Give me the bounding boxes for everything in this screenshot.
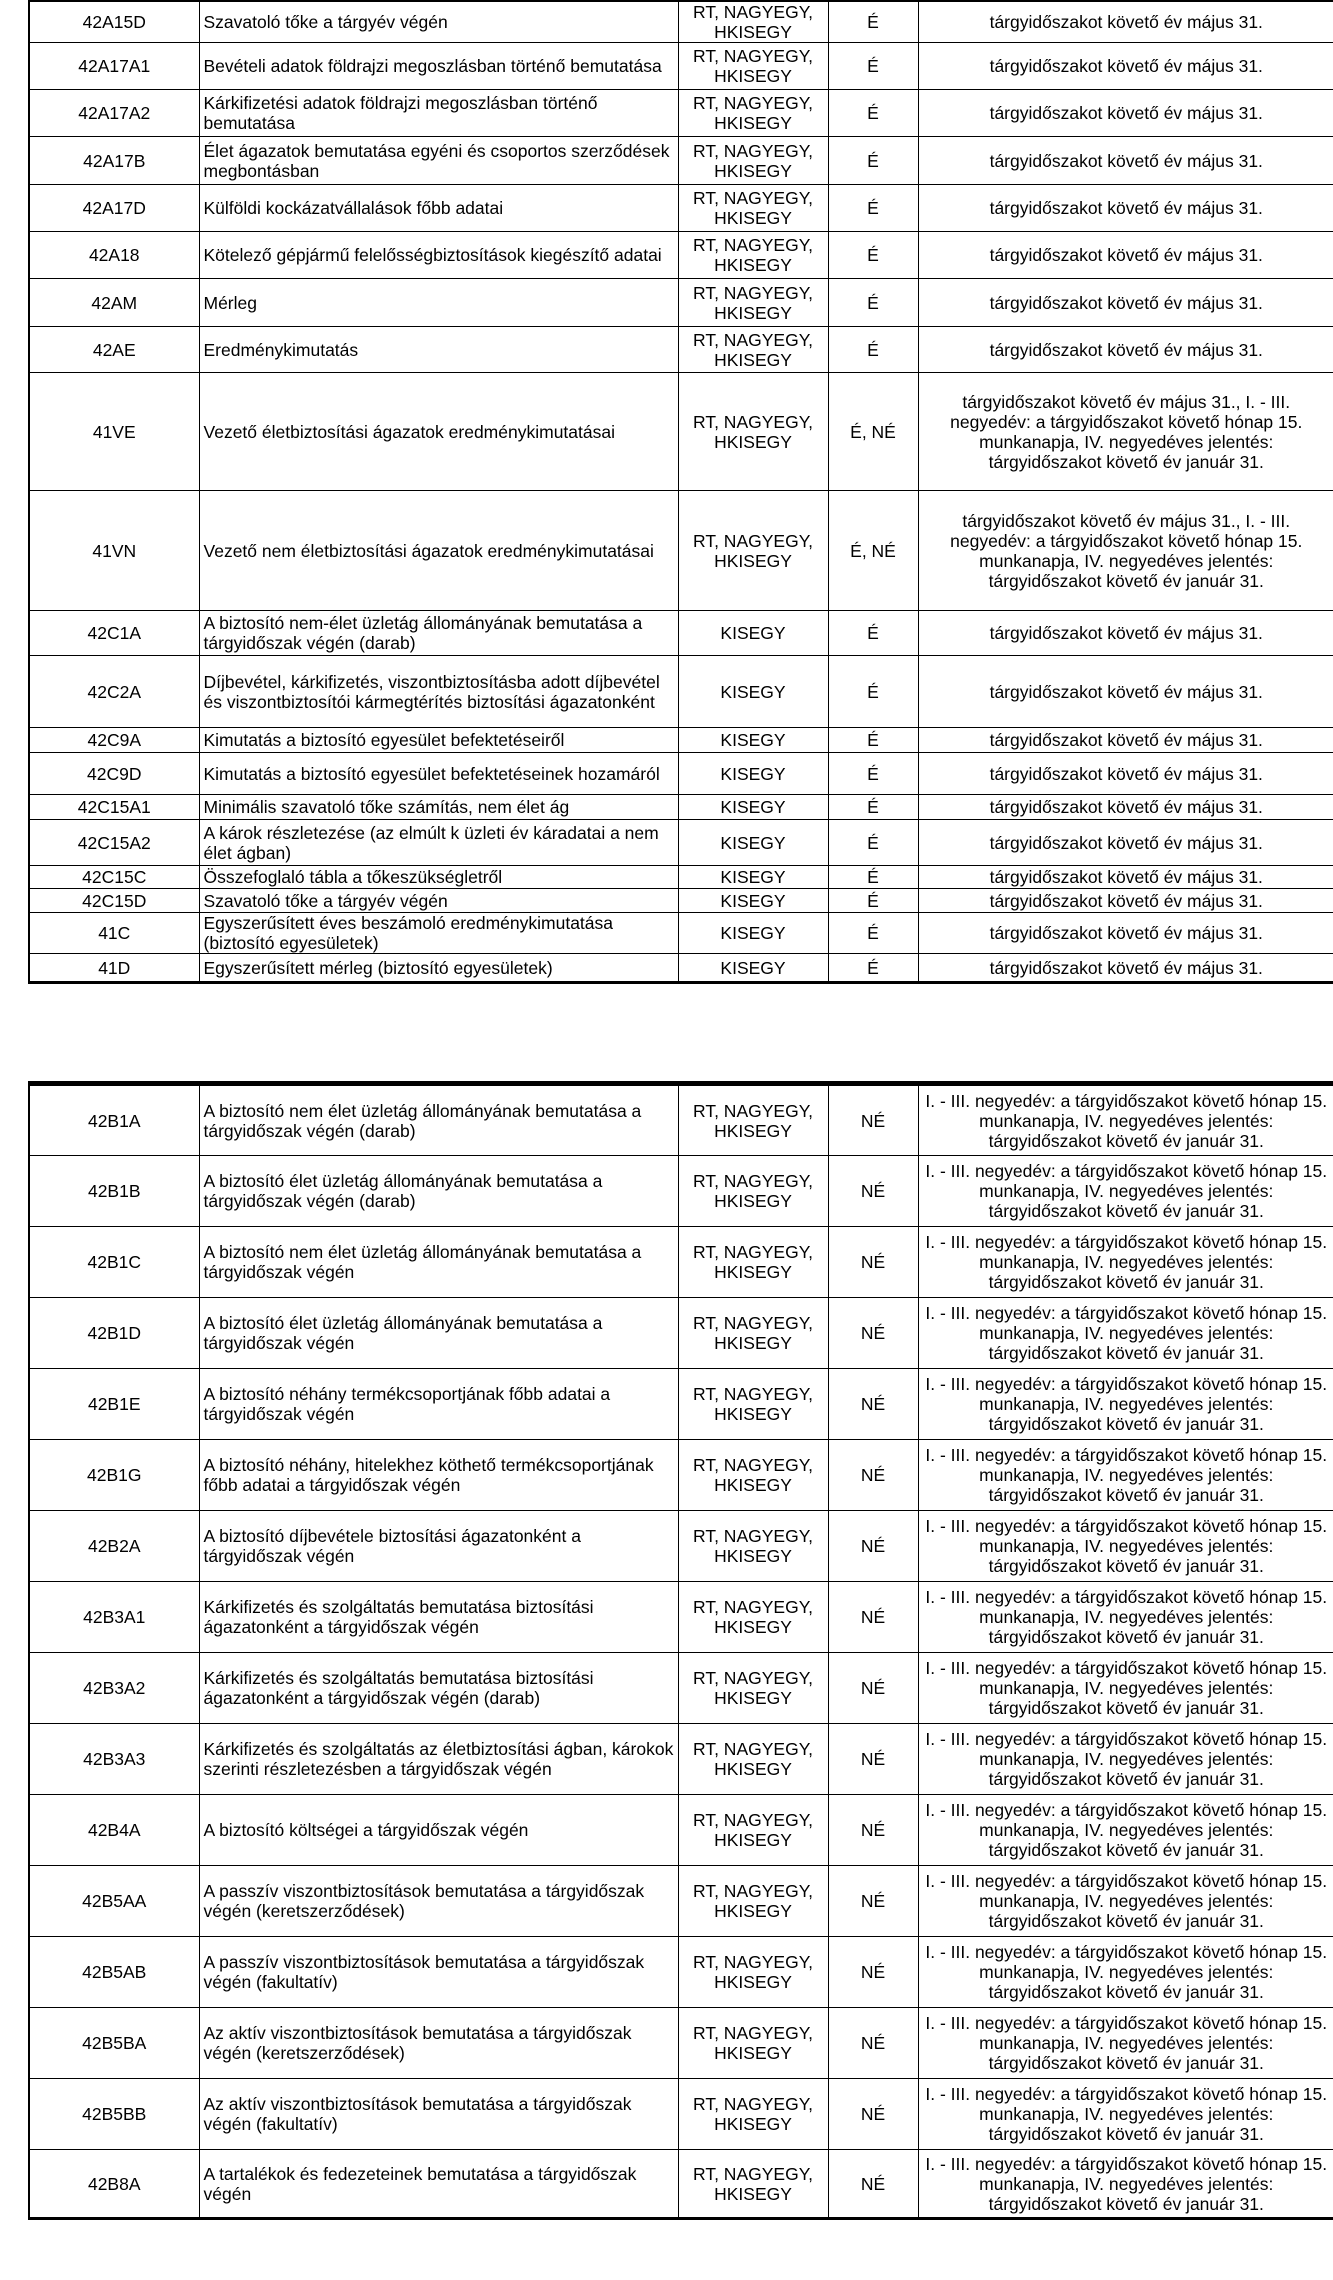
- institution-scope-cell: KISEGY: [678, 954, 828, 983]
- form-title-cell: A tartalékok és fedezeteinek bemutatása a tárgyidőszak végén: [199, 2150, 678, 2219]
- table-row: [29, 795, 1333, 820]
- frequency-type-cell: NÉ: [828, 2150, 918, 2219]
- form-title-cell: Szavatoló tőke a tárgyév végén: [199, 889, 678, 913]
- deadline-cell: I. - III. negyedév: a tárgyidőszakot követő hónap 15. munkanapja, IV. negyedéves jelentés: tárgyidőszakot követő év január 31.: [918, 1511, 1333, 1582]
- institution-scope-cell: RT, NAGYEGY, HKISEGY: [678, 90, 828, 137]
- frequency-type-cell: É: [828, 795, 918, 820]
- institution-scope-cell: RT, NAGYEGY, HKISEGY: [678, 2150, 828, 2219]
- deadline-cell: I. - III. negyedév: a tárgyidőszakot követő hónap 15. munkanapja, IV. negyedéves jelentés: tárgyidőszakot követő év január 31.: [918, 1724, 1333, 1795]
- deadline-cell: I. - III. negyedév: a tárgyidőszakot követő hónap 15. munkanapja, IV. negyedéves jelentés: tárgyidőszakot követő év január 31.: [918, 1084, 1333, 1156]
- form-title-cell: Kárkifizetési adatok földrajzi megoszlásban történő bemutatása: [199, 90, 678, 137]
- table-row: [29, 185, 1333, 232]
- table-row: [29, 954, 1333, 983]
- deadline-cell: tárgyidőszakot követő év május 31.: [918, 866, 1333, 889]
- form-code-cell: 42B8A: [29, 2150, 199, 2219]
- deadline-cell: tárgyidőszakot követő év május 31.: [918, 185, 1333, 232]
- frequency-type-cell: É: [828, 327, 918, 373]
- form-code-cell: 42A17D: [29, 185, 199, 232]
- form-code-cell: 41D: [29, 954, 199, 983]
- form-title-cell: Élet ágazatok bemutatása egyéni és csoportos szerződések megbontásban: [199, 137, 678, 185]
- institution-scope-cell: RT, NAGYEGY, HKISEGY: [678, 1653, 828, 1724]
- form-title-cell: A biztosító néhány, hitelekhez köthető termékcsoportjának főbb adatai a tárgyidőszak végén: [199, 1440, 678, 1511]
- institution-scope-cell: KISEGY: [678, 866, 828, 889]
- form-code-cell: 42C2A: [29, 656, 199, 728]
- deadline-cell: tárgyidőszakot követő év május 31.: [918, 611, 1333, 656]
- deadline-cell: tárgyidőszakot követő év május 31.: [918, 1, 1333, 43]
- institution-scope-cell: RT, NAGYEGY, HKISEGY: [678, 279, 828, 327]
- deadline-cell: tárgyidőszakot követő év május 31., I. - III. negyedév: a tárgyidőszakot követő hónap 15. munkanapja, IV. negyedéves jelentés: tárgyidőszakot követő év január 31.: [918, 373, 1333, 491]
- table-row: [29, 866, 1333, 889]
- deadline-cell: tárgyidőszakot követő év május 31.: [918, 954, 1333, 983]
- deadline-cell: I. - III. negyedév: a tárgyidőszakot követő hónap 15. munkanapja, IV. negyedéves jelentés: tárgyidőszakot követő év január 31.: [918, 1156, 1333, 1227]
- form-title-cell: Kárkifizetés és szolgáltatás bemutatása biztosítási ágazatonként a tárgyidőszak végén (darab): [199, 1653, 678, 1724]
- frequency-type-cell: NÉ: [828, 1369, 918, 1440]
- institution-scope-cell: KISEGY: [678, 656, 828, 728]
- institution-scope-cell: RT, NAGYEGY, HKISEGY: [678, 2079, 828, 2150]
- form-code-cell: 42B1C: [29, 1227, 199, 1298]
- form-title-cell: Kimutatás a biztosító egyesület befektetéseiről: [199, 728, 678, 753]
- frequency-type-cell: NÉ: [828, 1227, 918, 1298]
- deadline-cell: I. - III. negyedév: a tárgyidőszakot követő hónap 15. munkanapja, IV. negyedéves jelentés: tárgyidőszakot követő év január 31.: [918, 2079, 1333, 2150]
- form-title-cell: A passzív viszontbiztosítások bemutatása a tárgyidőszak végén (keretszerződések): [199, 1866, 678, 1937]
- form-code-cell: 42C1A: [29, 611, 199, 656]
- institution-scope-cell: RT, NAGYEGY, HKISEGY: [678, 43, 828, 90]
- form-title-cell: A biztosító nem élet üzletág állományának bemutatása a tárgyidőszak végén: [199, 1227, 678, 1298]
- form-title-cell: Kárkifizetés és szolgáltatás az életbiztosítási ágban, károkok szerinti részletezésben a tárgyidőszak végén: [199, 1724, 678, 1795]
- institution-scope-cell: RT, NAGYEGY, HKISEGY: [678, 1156, 828, 1227]
- form-code-cell: 42B1E: [29, 1369, 199, 1440]
- table-row: [29, 1440, 1333, 1511]
- form-title-cell: Eredménykimutatás: [199, 327, 678, 373]
- deadline-cell: tárgyidőszakot követő év május 31., I. - III. negyedév: a tárgyidőszakot követő hónap 15. munkanapja, IV. negyedéves jelentés: tárgyidőszakot követő év január 31.: [918, 491, 1333, 611]
- deadline-cell: tárgyidőszakot követő év május 31.: [918, 656, 1333, 728]
- frequency-type-cell: É, NÉ: [828, 491, 918, 611]
- form-code-cell: 41VN: [29, 491, 199, 611]
- form-title-cell: Mérleg: [199, 279, 678, 327]
- form-title-cell: A károk részletezése (az elmúlt k üzleti év káradatai a nem élet ágban): [199, 820, 678, 866]
- form-title-cell: A biztosító élet üzletág állományának bemutatása a tárgyidőszak végén (darab): [199, 1156, 678, 1227]
- form-code-cell: 42A15D: [29, 1, 199, 43]
- frequency-type-cell: É: [828, 820, 918, 866]
- table-row: [29, 1227, 1333, 1298]
- deadline-cell: tárgyidőszakot követő év május 31.: [918, 137, 1333, 185]
- institution-scope-cell: KISEGY: [678, 728, 828, 753]
- institution-scope-cell: RT, NAGYEGY, HKISEGY: [678, 1, 828, 43]
- report-table-quarterly-body: [29, 1084, 1333, 2219]
- institution-scope-cell: KISEGY: [678, 820, 828, 866]
- table-row: [29, 1653, 1333, 1724]
- frequency-type-cell: É: [828, 866, 918, 889]
- institution-scope-cell: RT, NAGYEGY, HKISEGY: [678, 1298, 828, 1369]
- table-row: [29, 1298, 1333, 1369]
- form-title-cell: Az aktív viszontbiztosítások bemutatása a tárgyidőszak végén (fakultatív): [199, 2079, 678, 2150]
- frequency-type-cell: É: [828, 279, 918, 327]
- deadline-cell: tárgyidőszakot követő év május 31.: [918, 753, 1333, 795]
- deadline-cell: I. - III. negyedév: a tárgyidőszakot követő hónap 15. munkanapja, IV. negyedéves jelentés: tárgyidőszakot követő év január 31.: [918, 1795, 1333, 1866]
- table-row: [29, 1084, 1333, 1156]
- frequency-type-cell: NÉ: [828, 1298, 918, 1369]
- frequency-type-cell: NÉ: [828, 1440, 918, 1511]
- frequency-type-cell: NÉ: [828, 1582, 918, 1653]
- form-title-cell: Vezető nem életbiztosítási ágazatok eredménykimutatásai: [199, 491, 678, 611]
- institution-scope-cell: RT, NAGYEGY, HKISEGY: [678, 1227, 828, 1298]
- institution-scope-cell: RT, NAGYEGY, HKISEGY: [678, 137, 828, 185]
- form-title-cell: Kötelező gépjármű felelősségbiztosítások kiegészítő adatai: [199, 232, 678, 279]
- form-code-cell: 42B2A: [29, 1511, 199, 1582]
- deadline-cell: tárgyidőszakot követő év május 31.: [918, 327, 1333, 373]
- institution-scope-cell: KISEGY: [678, 611, 828, 656]
- institution-scope-cell: RT, NAGYEGY, HKISEGY: [678, 232, 828, 279]
- frequency-type-cell: É: [828, 611, 918, 656]
- form-code-cell: 42B1B: [29, 1156, 199, 1227]
- frequency-type-cell: NÉ: [828, 1156, 918, 1227]
- table-row: [29, 232, 1333, 279]
- deadline-cell: tárgyidőszakot követő év május 31.: [918, 728, 1333, 753]
- table-row: [29, 1, 1333, 43]
- table-row: [29, 1795, 1333, 1866]
- form-code-cell: 42C9A: [29, 728, 199, 753]
- frequency-type-cell: NÉ: [828, 2008, 918, 2079]
- form-title-cell: Bevételi adatok földrajzi megoszlásban történő bemutatása: [199, 43, 678, 90]
- report-table-annual: [28, 0, 1333, 984]
- institution-scope-cell: RT, NAGYEGY, HKISEGY: [678, 1724, 828, 1795]
- frequency-type-cell: É, NÉ: [828, 373, 918, 491]
- form-code-cell: 42B5BA: [29, 2008, 199, 2079]
- table-row: [29, 327, 1333, 373]
- institution-scope-cell: RT, NAGYEGY, HKISEGY: [678, 1582, 828, 1653]
- form-title-cell: Kárkifizetés és szolgáltatás bemutatása biztosítási ágazatonként a tárgyidőszak végén: [199, 1582, 678, 1653]
- frequency-type-cell: É: [828, 185, 918, 232]
- deadline-cell: tárgyidőszakot követő év május 31.: [918, 889, 1333, 913]
- frequency-type-cell: É: [828, 137, 918, 185]
- form-title-cell: A biztosító nem-élet üzletág állományának bemutatása a tárgyidőszak végén (darab): [199, 611, 678, 656]
- deadline-cell: I. - III. negyedév: a tárgyidőszakot követő hónap 15. munkanapja, IV. negyedéves jelentés: tárgyidőszakot követő év január 31.: [918, 1440, 1333, 1511]
- institution-scope-cell: RT, NAGYEGY, HKISEGY: [678, 185, 828, 232]
- deadline-cell: tárgyidőszakot követő év május 31.: [918, 43, 1333, 90]
- institution-scope-cell: RT, NAGYEGY, HKISEGY: [678, 1369, 828, 1440]
- table-row: [29, 1369, 1333, 1440]
- form-code-cell: 42B5AB: [29, 1937, 199, 2008]
- frequency-type-cell: É: [828, 728, 918, 753]
- table-row: [29, 1511, 1333, 1582]
- table-row: [29, 2079, 1333, 2150]
- deadline-cell: I. - III. negyedév: a tárgyidőszakot követő hónap 15. munkanapja, IV. negyedéves jelentés: tárgyidőszakot követő év január 31.: [918, 1582, 1333, 1653]
- frequency-type-cell: NÉ: [828, 1653, 918, 1724]
- table-row: [29, 1866, 1333, 1937]
- table-row: [29, 2008, 1333, 2079]
- frequency-type-cell: NÉ: [828, 1084, 918, 1156]
- form-code-cell: 42B3A3: [29, 1724, 199, 1795]
- table-row: [29, 43, 1333, 90]
- table-row: [29, 1724, 1333, 1795]
- table-row: [29, 2150, 1333, 2219]
- deadline-cell: tárgyidőszakot követő év május 31.: [918, 279, 1333, 327]
- frequency-type-cell: NÉ: [828, 1724, 918, 1795]
- form-code-cell: 42B1G: [29, 1440, 199, 1511]
- report-table-annual-body: [29, 1, 1333, 983]
- institution-scope-cell: RT, NAGYEGY, HKISEGY: [678, 327, 828, 373]
- form-code-cell: 42B1A: [29, 1084, 199, 1156]
- deadline-cell: tárgyidőszakot követő év május 31.: [918, 795, 1333, 820]
- deadline-cell: I. - III. negyedév: a tárgyidőszakot követő hónap 15. munkanapja, IV. negyedéves jelentés: tárgyidőszakot követő év január 31.: [918, 1298, 1333, 1369]
- deadline-cell: I. - III. negyedév: a tárgyidőszakot követő hónap 15. munkanapja, IV. negyedéves jelentés: tárgyidőszakot követő év január 31.: [918, 1937, 1333, 2008]
- form-code-cell: 42A17A2: [29, 90, 199, 137]
- form-code-cell: 42B5AA: [29, 1866, 199, 1937]
- deadline-cell: I. - III. negyedév: a tárgyidőszakot követő hónap 15. munkanapja, IV. negyedéves jelentés: tárgyidőszakot követő év január 31.: [918, 2150, 1333, 2219]
- institution-scope-cell: RT, NAGYEGY, HKISEGY: [678, 1440, 828, 1511]
- form-code-cell: 42B3A1: [29, 1582, 199, 1653]
- institution-scope-cell: RT, NAGYEGY, HKISEGY: [678, 1866, 828, 1937]
- institution-scope-cell: RT, NAGYEGY, HKISEGY: [678, 1795, 828, 1866]
- form-title-cell: Összefoglaló tábla a tőkeszükségletről: [199, 866, 678, 889]
- form-code-cell: 42B5BB: [29, 2079, 199, 2150]
- form-code-cell: 42C15C: [29, 866, 199, 889]
- form-code-cell: 41C: [29, 913, 199, 954]
- form-code-cell: 42C9D: [29, 753, 199, 795]
- form-code-cell: 42B3A2: [29, 1653, 199, 1724]
- frequency-type-cell: NÉ: [828, 2079, 918, 2150]
- form-title-cell: Egyszerűsített éves beszámoló eredménykimutatása (biztosító egyesületek): [199, 913, 678, 954]
- deadline-cell: I. - III. negyedév: a tárgyidőszakot követő hónap 15. munkanapja, IV. negyedéves jelentés: tárgyidőszakot követő év január 31.: [918, 1227, 1333, 1298]
- institution-scope-cell: RT, NAGYEGY, HKISEGY: [678, 491, 828, 611]
- frequency-type-cell: NÉ: [828, 1511, 918, 1582]
- table-row: [29, 889, 1333, 913]
- frequency-type-cell: É: [828, 954, 918, 983]
- institution-scope-cell: KISEGY: [678, 913, 828, 954]
- deadline-cell: I. - III. negyedév: a tárgyidőszakot követő hónap 15. munkanapja, IV. negyedéves jelentés: tárgyidőszakot követő év január 31.: [918, 1369, 1333, 1440]
- deadline-cell: I. - III. negyedév: a tárgyidőszakot követő hónap 15. munkanapja, IV. negyedéves jelentés: tárgyidőszakot követő év január 31.: [918, 1653, 1333, 1724]
- form-title-cell: Kimutatás a biztosító egyesület befektetéseinek hozamáról: [199, 753, 678, 795]
- institution-scope-cell: KISEGY: [678, 795, 828, 820]
- form-title-cell: A biztosító költségei a tárgyidőszak végén: [199, 1795, 678, 1866]
- table-row: [29, 1937, 1333, 2008]
- frequency-type-cell: É: [828, 43, 918, 90]
- institution-scope-cell: RT, NAGYEGY, HKISEGY: [678, 1084, 828, 1156]
- form-code-cell: 42AE: [29, 327, 199, 373]
- form-code-cell: 42A17A1: [29, 43, 199, 90]
- frequency-type-cell: É: [828, 232, 918, 279]
- form-title-cell: Díjbevétel, kárkifizetés, viszontbiztosításba adott díjbevétel és viszontbiztosítói kármegtérítés biztosítási ágazatonként: [199, 656, 678, 728]
- table-row: [29, 1156, 1333, 1227]
- table-row: [29, 90, 1333, 137]
- form-title-cell: A biztosító nem élet üzletág állományának bemutatása a tárgyidőszak végén (darab): [199, 1084, 678, 1156]
- institution-scope-cell: RT, NAGYEGY, HKISEGY: [678, 1511, 828, 1582]
- deadline-cell: tárgyidőszakot követő év május 31.: [918, 232, 1333, 279]
- table-row: [29, 279, 1333, 327]
- form-title-cell: Az aktív viszontbiztosítások bemutatása a tárgyidőszak végén (keretszerződések): [199, 2008, 678, 2079]
- deadline-cell: tárgyidőszakot követő év május 31.: [918, 913, 1333, 954]
- report-table-quarterly: [28, 1081, 1333, 2220]
- form-code-cell: 42B1D: [29, 1298, 199, 1369]
- frequency-type-cell: NÉ: [828, 1937, 918, 2008]
- form-code-cell: 41VE: [29, 373, 199, 491]
- table-row: [29, 373, 1333, 491]
- frequency-type-cell: É: [828, 753, 918, 795]
- table-row: [29, 656, 1333, 728]
- form-title-cell: A biztosító élet üzletág állományának bemutatása a tárgyidőszak végén: [199, 1298, 678, 1369]
- form-code-cell: 42C15D: [29, 889, 199, 913]
- table-row: [29, 753, 1333, 795]
- frequency-type-cell: NÉ: [828, 1866, 918, 1937]
- deadline-cell: I. - III. negyedév: a tárgyidőszakot követő hónap 15. munkanapja, IV. negyedéves jelentés: tárgyidőszakot követő év január 31.: [918, 2008, 1333, 2079]
- deadline-cell: tárgyidőszakot követő év május 31.: [918, 820, 1333, 866]
- frequency-type-cell: É: [828, 913, 918, 954]
- form-title-cell: A biztosító díjbevétele biztosítási ágazatonként a tárgyidőszak végén: [199, 1511, 678, 1582]
- table-row: [29, 728, 1333, 753]
- institution-scope-cell: RT, NAGYEGY, HKISEGY: [678, 373, 828, 491]
- frequency-type-cell: É: [828, 889, 918, 913]
- form-title-cell: Vezető életbiztosítási ágazatok eredménykimutatásai: [199, 373, 678, 491]
- form-code-cell: 42A17B: [29, 137, 199, 185]
- deadline-cell: I. - III. negyedév: a tárgyidőszakot követő hónap 15. munkanapja, IV. negyedéves jelentés: tárgyidőszakot követő év január 31.: [918, 1866, 1333, 1937]
- form-code-cell: 42C15A1: [29, 795, 199, 820]
- deadline-cell: tárgyidőszakot követő év május 31.: [918, 90, 1333, 137]
- table-row: [29, 137, 1333, 185]
- form-title-cell: A passzív viszontbiztosítások bemutatása a tárgyidőszak végén (fakultatív): [199, 1937, 678, 2008]
- form-code-cell: 42AM: [29, 279, 199, 327]
- frequency-type-cell: É: [828, 1, 918, 43]
- frequency-type-cell: É: [828, 656, 918, 728]
- institution-scope-cell: RT, NAGYEGY, HKISEGY: [678, 1937, 828, 2008]
- table-row: [29, 611, 1333, 656]
- institution-scope-cell: RT, NAGYEGY, HKISEGY: [678, 2008, 828, 2079]
- form-code-cell: 42A18: [29, 232, 199, 279]
- form-code-cell: 42C15A2: [29, 820, 199, 866]
- form-title-cell: Minimális szavatoló tőke számítás, nem élet ág: [199, 795, 678, 820]
- form-code-cell: 42B4A: [29, 1795, 199, 1866]
- institution-scope-cell: KISEGY: [678, 753, 828, 795]
- table-row: [29, 820, 1333, 866]
- institution-scope-cell: KISEGY: [678, 889, 828, 913]
- frequency-type-cell: NÉ: [828, 1795, 918, 1866]
- form-title-cell: A biztosító néhány termékcsoportjának főbb adatai a tárgyidőszak végén: [199, 1369, 678, 1440]
- table-row: [29, 913, 1333, 954]
- form-title-cell: Egyszerűsített mérleg (biztosító egyesületek): [199, 954, 678, 983]
- table-row: [29, 1582, 1333, 1653]
- table-row: [29, 491, 1333, 611]
- form-title-cell: Külföldi kockázatvállalások főbb adatai: [199, 185, 678, 232]
- form-title-cell: Szavatoló tőke a tárgyév végén: [199, 1, 678, 43]
- frequency-type-cell: É: [828, 90, 918, 137]
